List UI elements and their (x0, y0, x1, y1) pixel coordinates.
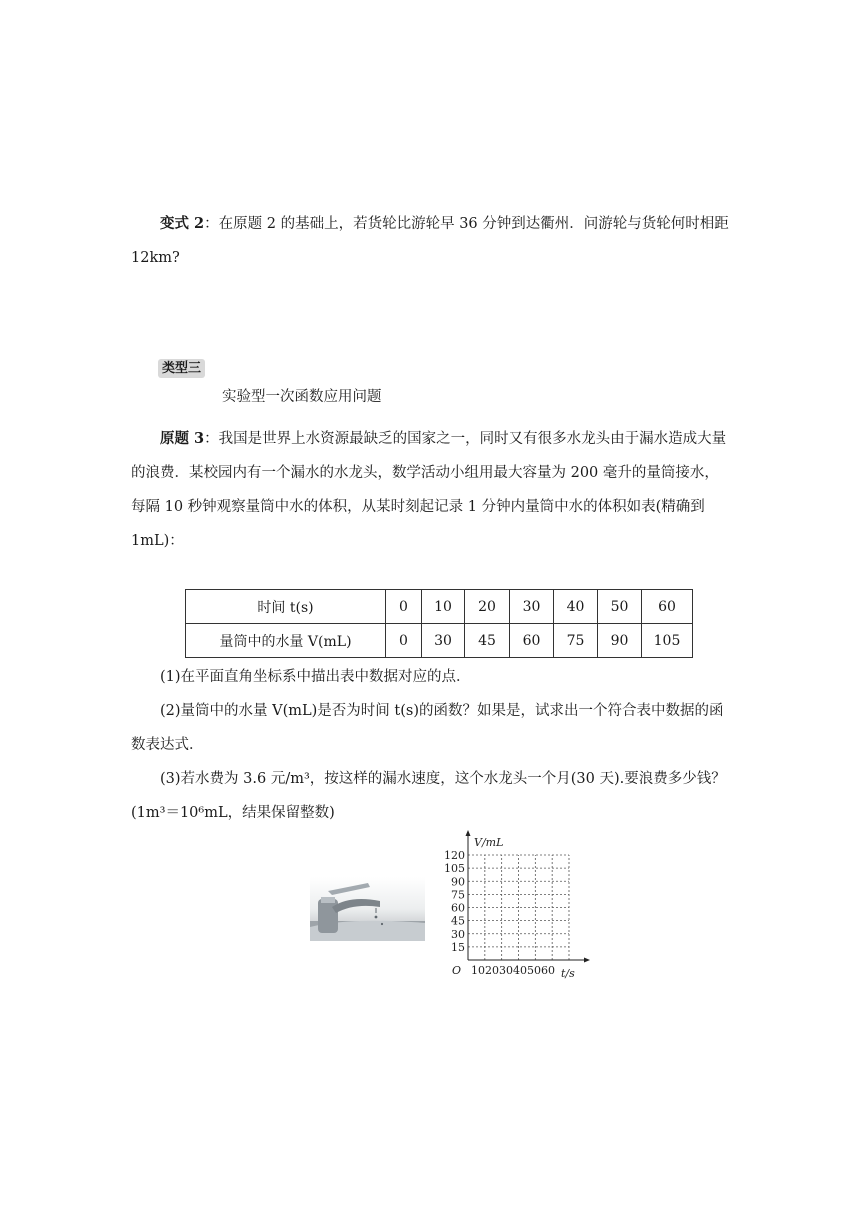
table-cell: 10 (422, 590, 465, 624)
table-cell: 20 (465, 590, 510, 624)
table-cell: 105 (642, 624, 693, 658)
chart-grid (468, 855, 569, 960)
y-tick-label: 45 (451, 914, 465, 928)
problem-3-paragraph (131, 422, 731, 558)
y-tick-label: 75 (451, 888, 465, 902)
y-axis-arrow (466, 830, 471, 836)
y-tick-label: 30 (451, 927, 465, 941)
y-tick-label: 60 (451, 901, 465, 915)
table-row-label: 量筒中的水量 V(mL) (186, 624, 386, 658)
faucet-icon (310, 877, 425, 941)
x-axis-label: t/s (561, 967, 575, 980)
origin-label: O (452, 964, 462, 977)
table-cell: 60 (642, 590, 693, 624)
x-axis-arrow (584, 958, 590, 963)
question-2: (2)量筒中的水量 V(mL)是否为时间 t(s)的函数？如果是，试求出一个符合表中数据的函数表达式． (131, 703, 724, 753)
section-title: 实验型一次函数应用问题 (222, 389, 382, 405)
problem-3-text: ：我国是世界上水资源最缺乏的国家之一，同时又有很多水龙头由于漏水造成大量的浪费．某校园内有一个漏水的水龙头，数学活动小组用最大容量为 200 毫升的量筒接水，每隔 10 秒钟观察量筒中水的体积，从某时刻起记录 1 分钟内量筒中水的体积如表(精确到 1mL)： (131, 431, 727, 549)
y-tick-label: 15 (451, 940, 465, 954)
table-row-label: 时间 t(s) (186, 590, 386, 624)
section-tag: 类型三 (158, 359, 205, 378)
table-cell: 0 (386, 624, 422, 658)
problem-3-label: 原题 3 (160, 430, 205, 447)
data-table (185, 589, 693, 658)
table-cell: 30 (422, 624, 465, 658)
variant-2-paragraph (131, 207, 731, 275)
table-cell: 60 (510, 624, 554, 658)
variant-2-text: ：在原题 2 的基础上，若货轮比游轮早 36 分钟到达衢州．问游轮与货轮何时相距 12km? (131, 216, 729, 266)
question-3-note: (1m³＝10⁶mL，结果保留整数) (131, 805, 335, 821)
table-cell: 30 (510, 590, 554, 624)
y-axis-label: V/mL (474, 836, 504, 849)
y-tick-label: 105 (444, 862, 465, 876)
y-tick-label: 120 (444, 849, 465, 862)
question-3: (3)若水费为 3.6 元/m³，按这样的漏水速度，这个水龙头一个月(30 天).要浪费多少钱？ (160, 771, 726, 787)
question-1: (1)在平面直角坐标系中描出表中数据对应的点． (160, 669, 471, 685)
table-cell: 0 (386, 590, 422, 624)
table-cell: 50 (598, 590, 642, 624)
table-row (186, 590, 693, 624)
table-cell: 90 (598, 624, 642, 658)
table-cell: 45 (465, 624, 510, 658)
faucet-photo (310, 877, 425, 941)
coordinate-chart (438, 828, 598, 983)
table-cell: 40 (554, 590, 598, 624)
y-tick-label: 90 (451, 875, 465, 889)
variant-2-label: 变式 2 (160, 215, 205, 232)
x-tick-labels: 102030405060 (471, 964, 555, 977)
table-row (186, 624, 693, 658)
table-cell: 75 (554, 624, 598, 658)
